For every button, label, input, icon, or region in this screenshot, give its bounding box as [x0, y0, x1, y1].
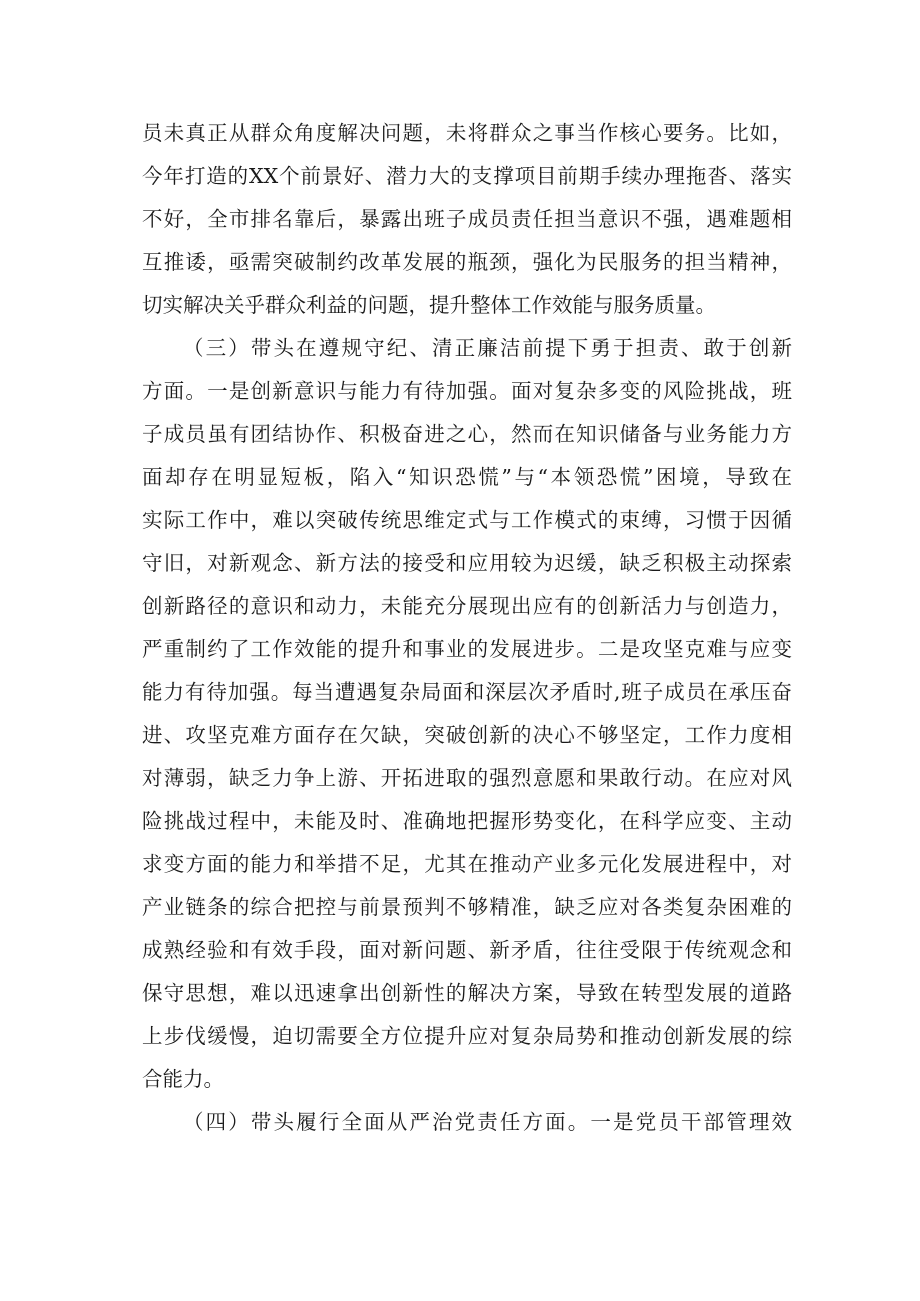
text-line: 求变方面的能力和举措不足，尤其在推动产业多元化发展进程中，对 — [142, 852, 792, 876]
text-line: 上步伐缓慢，迫切需要全方位提升应对复杂局势和推动创新发展的综 — [142, 1024, 792, 1048]
text-line: 方面。一是创新意识与能力有待加强。面对复杂多变的风险挑战，班 — [142, 379, 792, 403]
text-line: 不好，全市排名靠后，暴露出班子成员责任担当意识不强，遇难题相 — [142, 207, 792, 231]
text-line: 能力有待加强。每当遭遇复杂局面和深层次矛盾时,班子成员在承压奋 — [142, 680, 792, 704]
text-line: 面却存在明显短板，陷入“知识恐慌”与“本领恐慌”困境，导致在 — [142, 465, 792, 489]
text-line: 产业链条的综合把控与前景预判不够精准，缺乏应对各类复杂困难的 — [142, 895, 792, 919]
document-body — [142, 112, 792, 1144]
text-line: 员未真正从群众角度解决问题，未将群众之事当作核心要务。比如， — [142, 121, 792, 145]
text-line: 成熟经验和有效手段，面对新问题、新矛盾，往往受限于传统观念和 — [142, 938, 792, 962]
paragraph-start-line: （四）带头履行全面从严治党责任方面。一是党员干部管理效 — [183, 1110, 792, 1134]
text-line: 实际工作中，难以突破传统思维定式与工作模式的束缚，习惯于因循 — [142, 508, 792, 532]
text-line: 创新路径的意识和动力，未能充分展现出应有的创新活力与创造力， — [142, 594, 792, 618]
paragraph-start-line: （三）带头在遵规守纪、清正廉洁前提下勇于担责、敢于创新 — [183, 336, 792, 360]
text-line: 险挑战过程中，未能及时、准确地把握形势变化，在科学应变、主动 — [142, 809, 792, 833]
text-line: 子成员虽有团结协作、积极奋进之心，然而在知识储备与业务能力方 — [142, 422, 792, 446]
text-line: 守旧，对新观念、新方法的接受和应用较为迟缓，缺乏积极主动探索 — [142, 551, 792, 575]
text-line: 对薄弱，缺乏力争上游、开拓进取的强烈意愿和果敢行动。在应对风 — [142, 766, 792, 790]
text-line: 互推诿，亟需突破制约改革发展的瓶颈，强化为民服务的担当精神， — [142, 250, 792, 274]
text-line: 合能力。 — [142, 1067, 224, 1091]
text-line: 切实解决关乎群众利益的问题，提升整体工作效能与服务质量。 — [142, 293, 716, 317]
text-line: 严重制约了工作效能的提升和事业的发展进步。二是攻坚克难与应变 — [142, 637, 792, 661]
text-line: 进、攻坚克难方面存在欠缺，突破创新的决心不够坚定，工作力度相 — [142, 723, 792, 747]
text-line: 保守思想，难以迅速拿出创新性的解决方案，导致在转型发展的道路 — [142, 981, 792, 1005]
text-line: 今年打造的XX个前景好、潜力大的支撑项目前期手续办理拖沓、落实 — [142, 164, 792, 188]
